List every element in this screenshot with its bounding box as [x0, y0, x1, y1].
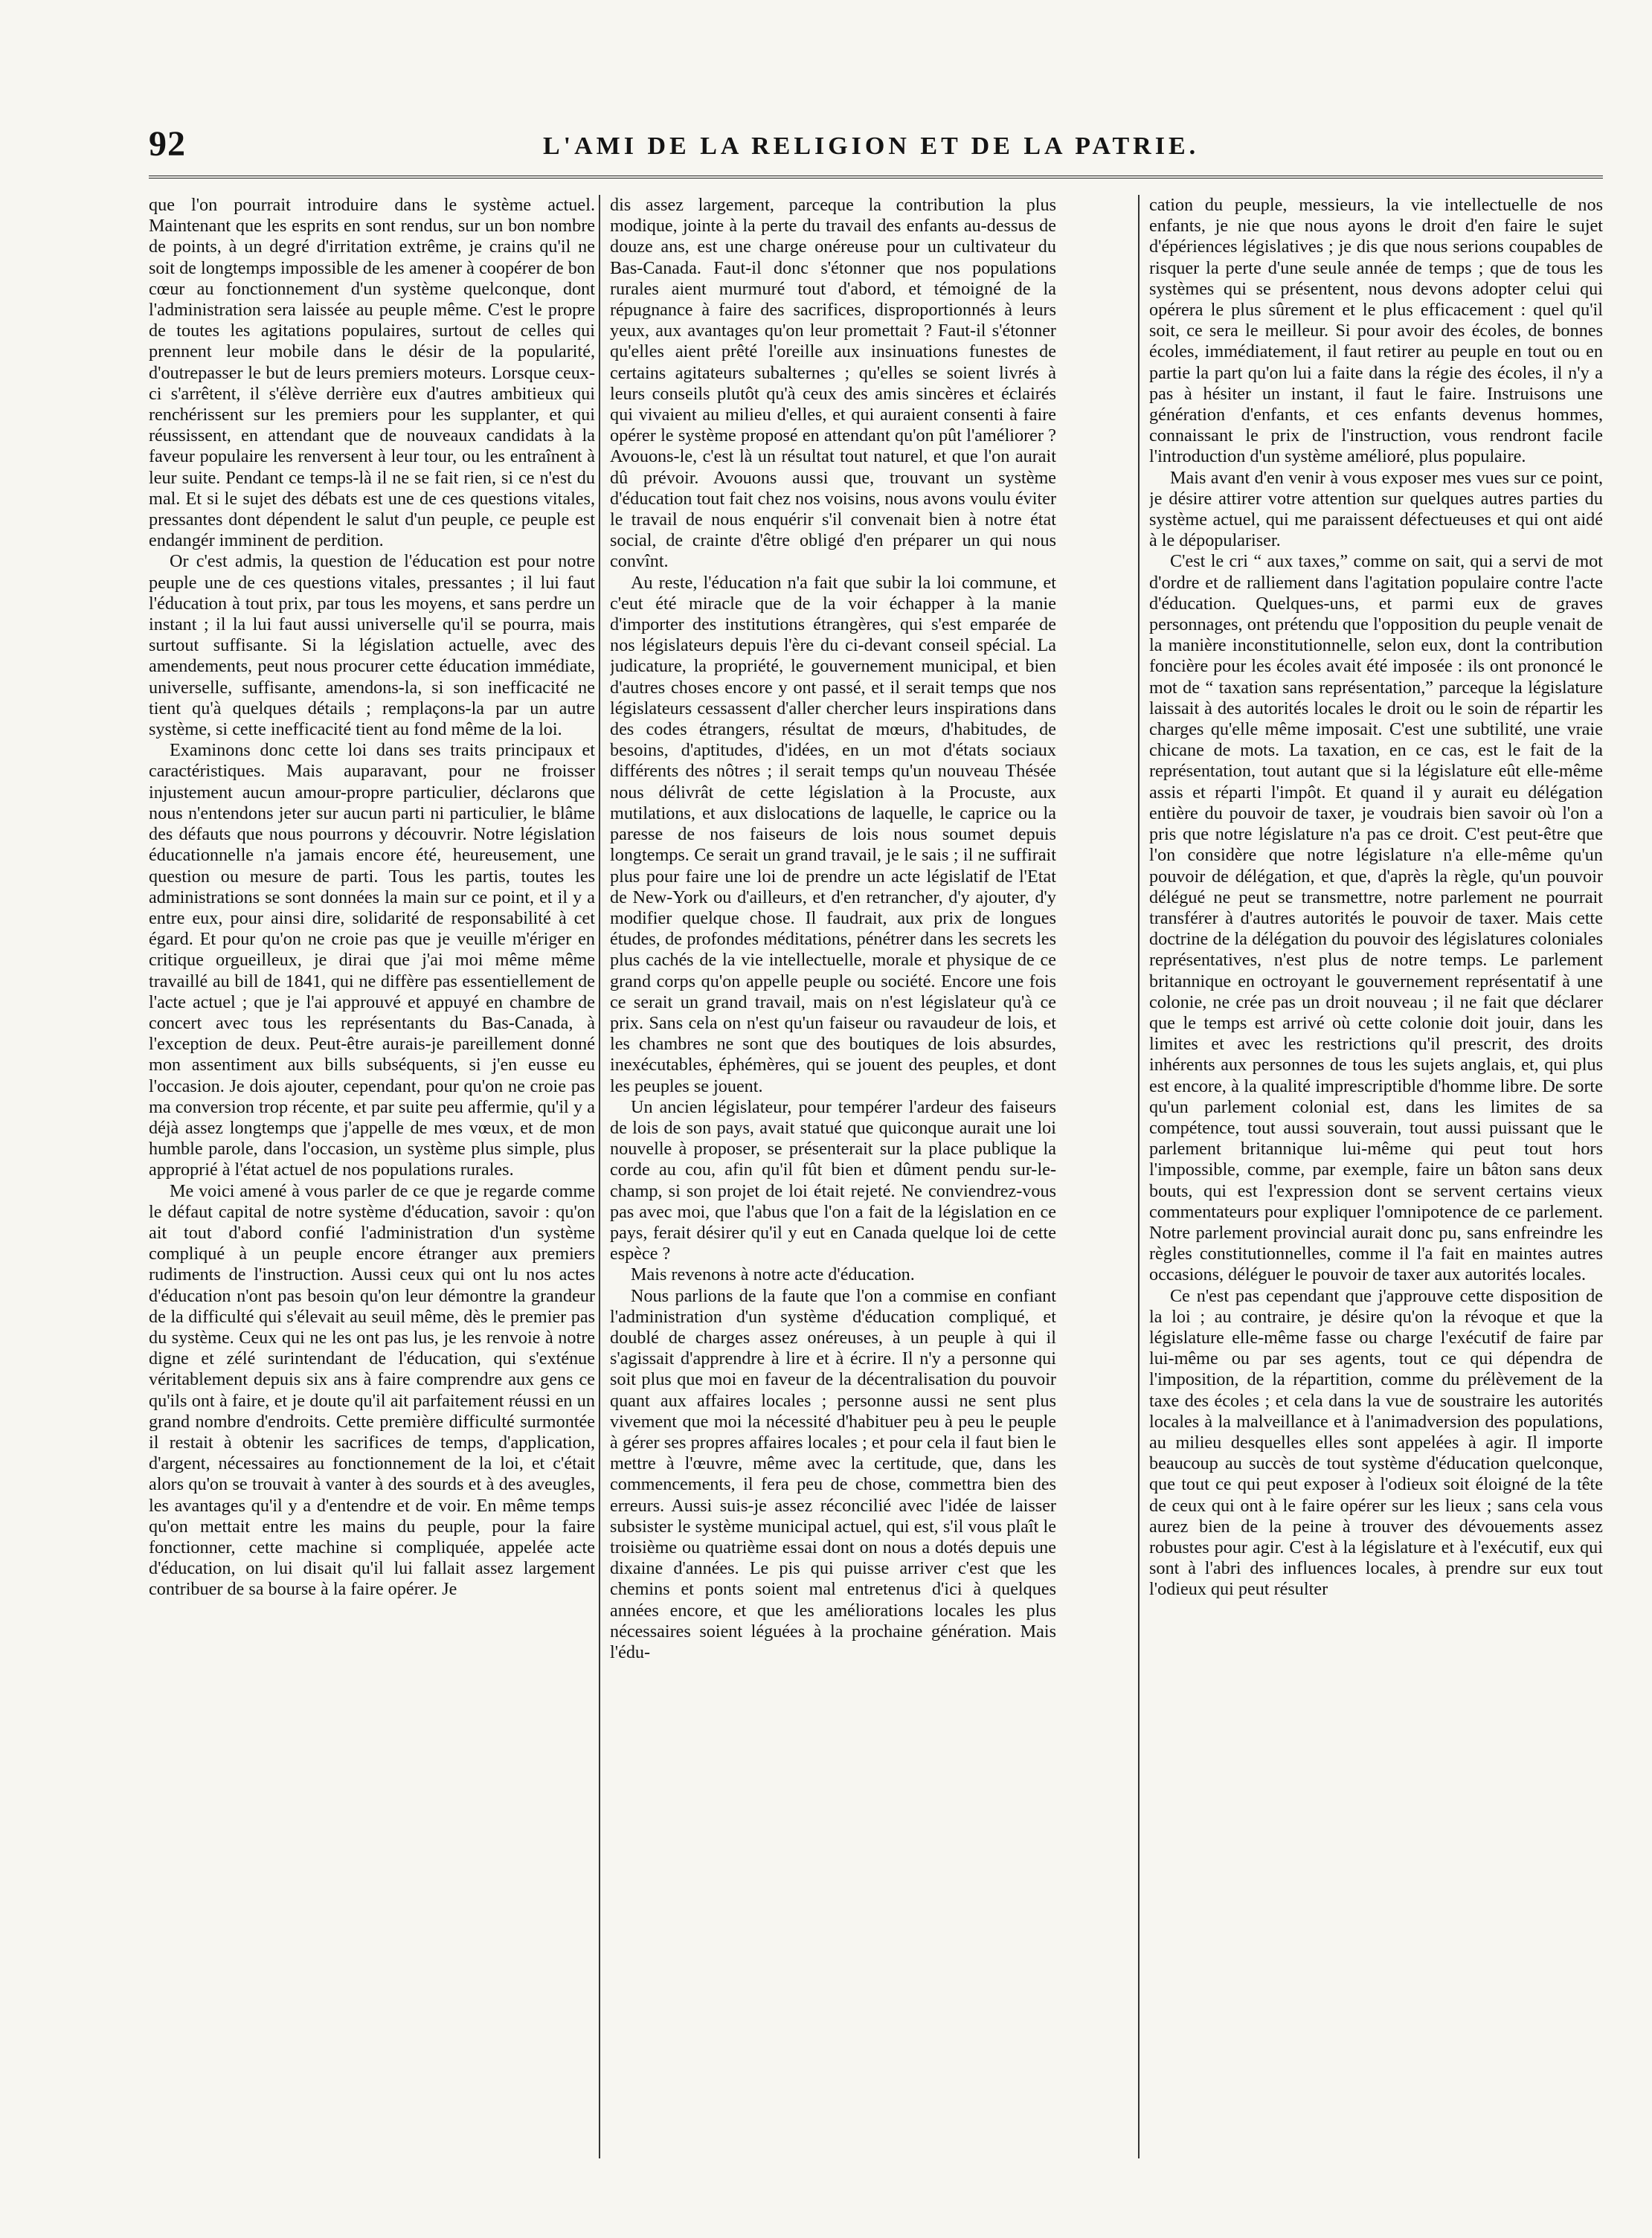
page-header: [126, 119, 1599, 171]
header-rule: [149, 176, 1603, 179]
column-separator: [599, 195, 600, 2158]
paragraph: Me voici amené à vous parler de ce que je regarde comme le défaut capital de notre système d'éducation, savoir : qu'on ait tout d'abord confié l'administration d'un système compliqué à un peuple encore étranger aux premiers rudiments de l'instruction. Aussi ceux qui ont lu nos actes d'éducation n'ont pas besoin qu'on leur démontre la grandeur de la difficulté qui s'élevait au seuil même, dès le premier pas du système. Ceux qui ne les ont pas lus, je les renvoie à notre digne et zélé surintendant de l'éducation, qui s'exténue véritablement depuis six ans à faire comprendre aux gens ce qu'ils ont à faire, et je doute qu'il ait parfaitement réussi en un grand nombre d'endroits. Cette première difficulté surmontée il restait à obtenir les sacrifices de temps, d'application, d'argent, nécessaires au fonctionnement de la loi, et c'était alors qu'on se trouvait à vanter à des sourds et à des aveugles, les avantages qu'il y a d'entendre et de voir. En même temps qu'on mettait entre les mains du peuple, pour la faire fonctionner, cette machine si compliquée, appelée acte d'éducation, on lui disait qu'il lui fallait assez largement contribuer de sa bourse à la faire opérer. Je: [149, 1180, 595, 1600]
page-number: 92: [149, 124, 186, 164]
paragraph: Nous parlions de la faute que l'on a commise en confiant l'administration d'un système d'éducation compliqué, et doublé de charges assez onéreuses, à un peuple à qui il s'agissait d'apprendre à lire et à écrire. Il n'y a personne qui soit plus que moi en faveur de la décentralisation du pouvoir quant aux affaires locales ; personne aussi ne sent plus vivement que moi la nécessité d'habituer peu à peu le peuple à gérer ses propres affaires locales ; et pour cela il faut bien le mettre à l'œuvre, même avec la certitude, que, dans les commencements, il fera peu de chose, commettra bien des erreurs. Aussi suis-je assez réconcilié avec l'idée de laisser subsister le système municipal actuel, qui est, s'il vous plaît le troisième ou quatrième essai dont on nous a dotés depuis une dixaine d'années. Le pis qui puisse arriver c'est que les chemins et ponts soient mal entretenus d'ici à quelques années encore, et que les améliorations locales les plus nécessaires soient léguées à la prochaine génération. Mais l'édu-: [610, 1285, 1056, 1663]
paragraph: dis assez largement, parceque la contribution la plus modique, jointe à la perte du travail des enfants au-dessus de douze ans, est une charge onéreuse pour un cultivateur du Bas-Canada. Faut-il donc s'étonner que nos populations rurales aient murmuré tout d'abord, et témoigné de la répugnance à faire des sacrifices, disproportionnés à leurs yeux, aux avantages qu'on leur promettait ? Faut-il s'étonner qu'elles aient prêté l'oreille aux insinuations funestes de certains agitateurs subalternes ; qu'elles se soient livrés à leurs conseils plutôt qu'à ceux des amis sincères et éclairés qui vivaient au milieu d'elles, et qui auraient consenti à faire opérer le système proposé en attendant qu'on pût l'améliorer ? Avouons-le, c'est là un résultat tout naturel, et que l'on aurait dû prévoir. Avouons aussi que, trouvant un système d'éducation tout fait chez nos voisins, nous avons voulu éviter le travail de nous enquérir s'il convenait bien à notre état social, de crainte d'être obligé d'en préparer un qui nous convînt.: [610, 195, 1056, 572]
paragraph: que l'on pourrait introduire dans le système actuel. Maintenant que les esprits en sont rendus, sur un bon nombre de points, à un degré d'irritation extrême, je crains qu'il ne soit de longtemps impossible de les amener à coopérer de bon cœur au fonctionnement d'un système quelconque, dont l'administration sera laissée au peuple même. C'est le propre de toutes les agitations populaires, surtout de celles qui prennent leur mobile dans le désir de la popularité, d'outrepasser le but de leurs premiers moteurs. Lorsque ceux-ci s'arrêtent, il s'élève derrière eux d'autres ambitieux qui renchérissent sur les premiers pour les supplanter, et qui réussissent, en attendant que de nouveaux candidats à la faveur populaire les renversent à leur tour, ou les entraînent à leur suite. Pendant ce temps-là il ne se fait rien, si ce n'est du mal. Et si le sujet des débats est une de ces questions vitales, pressantes dont dépendent le salut d'un peuple, ce peuple est endangér imminent de perdition.: [149, 195, 595, 551]
paragraph: C'est le cri “ aux taxes,” comme on sait, qui a servi de mot d'ordre et de ralliement dans l'agitation populaire contre l'acte d'éducation. Quelques-uns, et parmi eux de graves personnages, ont prétendu que l'opposition du peuple venait de la manière inconstitutionnelle, selon eux, dont la contribution foncière pour les écoles avait été imposée : ils ont prononcé le mot de “ taxation sans représentation,” parceque la législature laissait à des autorités locales le droit ou le soin de répartir les charges qu'elle même imposait. C'est une subtilité, une vraie chicane de mots. La taxation, en ce cas, est le fait de la représentation, tout autant que si la législature eût elle-même assis et réparti l'impôt. Et quand il y aurait eu délégation entière du pouvoir de taxer, je voudrais bien savoir où l'on a pris que notre législature n'a pas ce droit. C'est peut-être que l'on considère que notre législature n'a elle-même qu'un pouvoir de délégation, et que, d'après la règle, qu'un pouvoir délégué ne peut se transmettre, notre parlement ne pourrait transférer à d'autres autorités le pouvoir de taxer. Mais cette doctrine de la délégation du pouvoir des législatures coloniales représentatives, n'est plus de notre temps. Le parlement britannique en octroyant le gouvernement représentatif à une colonie, ne crée pas un droit nouveau ; il ne fait que déclarer que le temps est arrivé où cette colonie doit jouir, dans les limites et avec les restrictions qu'il prescrit, des droits inhérents aux personnes de tous les sujets anglais, et, qui plus est encore, à la qualité imprescriptible d'homme libre. De sorte qu'un parlement colonial est, dans les limites de sa compétence, tout aussi souverain, tout aussi puissant que le parlement britannique lui-même qui peut tout hors l'impossible, comme, par exemple, faire un bâton sans deux bouts, qui est l'expression dont se servent certains vieux commentateurs pour expliquer l'omnipotence de ce parlement. Notre parlement provincial aurait donc pu, sans enfreindre les règles constitutionnelles, comme il l'a fait en maintes autres occasions, déléguer le pouvoir de taxer aux autorités locales.: [1149, 551, 1603, 1285]
paragraph: Examinons donc cette loi dans ses traits principaux et caractéristiques. Mais auparavant, pour ne froisser injustement aucun amour-propre particulier, déclarons que nous n'entendons jeter sur aucun parti ni particulier, le blâme des défauts que nous pourrons y découvrir. Notre législation éducationnelle n'a jamais encore été, heureusement, une question ou mesure de parti. Tous les partis, toutes les administrations se sont données la main sur ce point, et il y a entre eux, pour ainsi dire, solidarité de responsabilité à cet égard. Et pour qu'on ne croie pas que je veuille m'ériger en critique orgueilleux, je dirai que j'ai moi même même travaillé au bill de 1841, qui ne diffère pas essentiellement de l'acte actuel ; que je l'ai approuvé et appuyé en chambre de concert avec tous les représentants du Bas-Canada, à l'exception de deux. Peut-être aurais-je pareillement donné mon assentiment aux bills subséquents, si j'en eusse eu l'occasion. Je dois ajouter, cependant, pour qu'on ne croie pas ma conversion trop récente, et par suite peu affermie, qu'il y a déjà assez longtemps que j'appelle de mes vœux, et de mon humble parole, dans l'occasion, un système plus simple, plus approprié à l'état actuel de nos populations rurales.: [149, 740, 595, 1180]
column-1: [149, 195, 595, 2158]
running-title: L'AMI DE LA RELIGION ET DE LA PATRIE.: [543, 132, 1200, 160]
paragraph: Mais revenons à notre acte d'éducation.: [631, 1264, 915, 1285]
column-3: [1149, 195, 1603, 2158]
paragraph: Or c'est admis, la question de l'éducation est pour notre peuple une de ces questions vitales, pressantes ; il lui faut l'éducation à tout prix, par tous les moyens, et sans perdre un instant ; il la lui faut aussi universelle qu'il se pourra, mais surtout suffisante. Si la législation actuelle, avec des amendements, peut nous procurer cette éducation immédiate, universelle, suffisante, amendons-la, si son inefficacité ne tient qu'à quelques détails ; remplaçons-la par un autre système, si cette inefficacité tient au fond même de la loi.: [149, 551, 595, 740]
column-2: [610, 195, 1056, 2158]
paragraph: Un ancien législateur, pour tempérer l'ardeur des faiseurs de lois de son pays, avait statué que quiconque aurait une loi nouvelle à proposer, se présenterait sur la place publique la corde au cou, afin qu'il fût bien et dûment pendu sur-le-champ, si son projet de loi était rejeté. Ne conviendrez-vous pas avec moi, que l'abus que l'on a fait de la législation en ce pays, ferait désirer qu'il y eut en Canada quelque loi de cette espèce ?: [610, 1096, 1056, 1264]
paragraph: Au reste, l'éducation n'a fait que subir la loi commune, et c'eut été miracle que de la voir échapper à la manie d'importer des institutions étrangères, qui s'est emparée de nos législateurs depuis l'ère du ci-devant conseil spécial. La judicature, la propriété, le gouvernement municipal, et bien d'autres choses encore y ont passé, et il serait temps que nos législateurs cessassent d'aller chercher leurs inspirations dans des codes étrangers, résultat de mœurs, d'habitudes, de besoins, d'aptitudes, d'idées, en un mot d'états sociaux différents des nôtres ; il serait temps qu'un nouveau Thésée nous délivrât de cette législation à la Procuste, aux mutilations, et aux dislocations de laquelle, le caprice ou la paresse de nos faiseurs de lois nous soumet depuis longtemps. Ce serait un grand travail, je le sais ; il ne suffirait plus pour faire une loi de prendre un acte législatif de l'Etat de New-York ou d'ailleurs, et d'en retrancher, d'y ajouter, d'y modifier quelque chose. Il faudrait, aux prix de longues études, de profondes méditations, pénétrer dans les secrets les plus cachés de la vie intellectuelle, morale et physique de ce grand corps qu'on appelle peuple ou société. Encore une fois ce serait un grand travail, mais on n'est législateur qu'à ce prix. Sans cela on n'est qu'un faiseur ou ravaudeur de lois, et les chambres ne sont que des boutiques de lois absurdes, inexécutables, éphémères, qui se jouent des peuples, et dont les peuples se jouent.: [610, 572, 1056, 1096]
paragraph: cation du peuple, messieurs, la vie intellectuelle de nos enfants, je nie que nous ayons le droit d'en faire le sujet d'épériences législatives ; je dis que nous serions coupables de risquer la perte d'une seule année de temps ; que de tous les systèmes qui se présentent, nous devons adopter celui qui opérera le plus sûrement et le plus efficacement : quel qu'il soit, ce sera le meilleur. Si pour avoir des écoles, de bonnes écoles, immédiatement, il faut retirer au peuple en tout ou en partie la part qu'on lui a faite dans la régie des écoles, il n'y a pas à hésiter un instant, il faut le faire. Instruisons une génération d'enfants, et ces enfants devenus hommes, connaissant le prix de l'instruction, vous rendront facile l'introduction d'un système amélioré, plus populaire.: [1149, 195, 1603, 467]
paragraph: Ce n'est pas cependant que j'approuve cette disposition de la loi ; au contraire, je désire qu'on la révoque et que la législature elle-même fasse ou charge l'exécutif de faire par lui-même ou par ses agents, tout ce qui dépendra de l'imposition, de la répartition, comme du prélèvement de la taxe des écoles ; et cela dans la vue de soustraire les autorités locales à la malveillance et à l'animadversion des populations, au milieu desquelles elles sont appelées à agir. Il importe beaucoup au succès de tout système d'éducation quelconque, que tout ce qui peut exposer à l'odieux soit éloigné de la tête de ceux qui ont à le faire opérer sur les lieux ; sans cela vous aurez bien de la peine à trouver des dévouements assez robustes pour agir. C'est à la législature et à l'exécutif, eux qui sont à l'abri des influences locales, à prendre sur eux tout l'odieux qui peut résulter: [1149, 1285, 1603, 1600]
paragraph: Mais avant d'en venir à vous exposer mes vues sur ce point, je désire attirer votre attention sur quelques autres parties du système actuel, qui me paraissent défectueuses et qui ont aidé à le dépopulariser.: [1149, 467, 1603, 551]
column-separator: [1138, 195, 1140, 2158]
